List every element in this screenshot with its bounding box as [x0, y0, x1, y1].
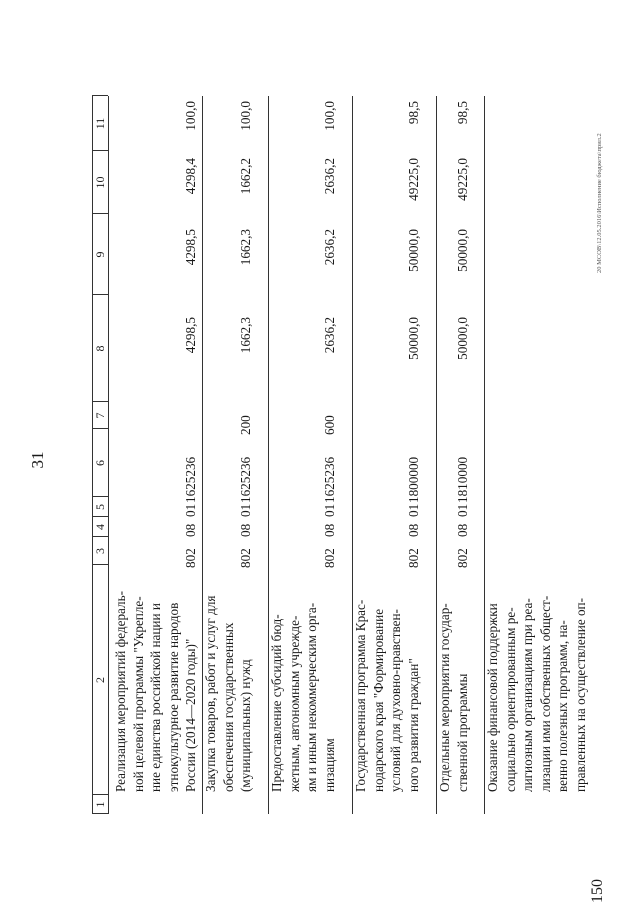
- row-name-line: Предоставление субсидий бюд-: [269, 614, 284, 792]
- table-cell-col10: 1662,2: [238, 158, 254, 195]
- table-cell-col11: 100,0: [321, 101, 337, 131]
- column-header: 4: [93, 524, 107, 530]
- table-cell-col4: 08: [238, 523, 254, 537]
- table-cell-col11: 98,5: [454, 101, 470, 125]
- table-cell-col3: 802: [454, 548, 470, 568]
- table-cell-col5: 01: [405, 503, 421, 517]
- row-name-line: условий для духовно-нравствен-: [388, 609, 404, 792]
- table-cell-col11: 100,0: [183, 101, 199, 131]
- table-cell-col11: 98,5: [405, 101, 421, 125]
- row-name-line: этнокультурное развитие народов: [165, 602, 181, 792]
- footer-file-path: 20 МСОВ\12.05.2016\Исполнение бюджета\прил.2: [596, 133, 603, 273]
- table-cell-col8: 50000,0: [454, 317, 470, 360]
- table-cell-col8: 2636,2: [321, 317, 337, 354]
- table-cell-col6: 1625236: [321, 456, 337, 503]
- row-name-line: Отдельные мероприятия государ-: [437, 603, 452, 792]
- table-cell-col4: 08: [183, 523, 199, 537]
- table-cell-col5: 01: [238, 503, 254, 517]
- table-cell-col3: 802: [183, 548, 199, 568]
- column-header: 5: [93, 504, 107, 510]
- row-name-line: социально ориентированным ре-: [502, 607, 518, 792]
- row-name: [202, 569, 255, 792]
- table-cell-col5: 01: [183, 503, 199, 517]
- column-header: 2: [93, 677, 107, 683]
- row-name: [352, 569, 422, 792]
- row-name-line: правленных на осуществление оп-: [572, 597, 588, 792]
- table-cell-col6: 1800000: [405, 456, 421, 503]
- row-name-line: обеспечения государственных: [220, 622, 236, 792]
- table-cell-col3: 802: [321, 548, 337, 568]
- column-header: 3: [93, 548, 107, 554]
- table-cell-col11: 100,0: [238, 101, 254, 131]
- table-cell-col8: 50000,0: [405, 317, 421, 360]
- table-cell-col4: 08: [454, 523, 470, 537]
- table-cell-col9: 50000,0: [454, 229, 470, 272]
- table-cell-col10: 2636,2: [321, 158, 337, 195]
- column-header: 7: [93, 412, 107, 419]
- row-name-line: Реализация мероприятий федераль-: [113, 591, 128, 792]
- table-cell-col10: 49225,0: [454, 158, 470, 201]
- column-header: 6: [93, 460, 107, 466]
- table-cell-col3: 802: [238, 548, 254, 568]
- table-cell-col6: 1625236: [238, 456, 254, 503]
- row-name: [268, 569, 338, 792]
- table-cell-col8: 1662,3: [238, 317, 254, 354]
- table-cell-col7: 200: [238, 415, 254, 435]
- table-cell-col9: 4298,5: [183, 229, 199, 266]
- row-name-line: ственной программы: [454, 673, 470, 792]
- table-cell-col9: 1662,3: [238, 229, 254, 266]
- table-cell-col5: 01: [454, 503, 470, 517]
- sheet-number: 150: [589, 879, 606, 903]
- column-header: 8: [93, 345, 107, 352]
- table-cell-col9: 2636,2: [321, 229, 337, 266]
- table-cell-col5: 01: [321, 503, 337, 517]
- row-name-line: нодарского края "Формирование: [370, 608, 386, 792]
- row-name-line: лигиозным организациям при реа-: [520, 598, 536, 792]
- column-header: 9: [93, 251, 107, 258]
- column-header: 10: [93, 176, 107, 189]
- table-cell-col4: 08: [321, 523, 337, 537]
- table-cell-col6: 1810000: [454, 456, 470, 503]
- table-cell-col6: 1625236: [183, 456, 199, 503]
- table-cell-col4: 08: [405, 523, 421, 537]
- row-name: [112, 569, 200, 792]
- row-name-line: России (2014—2020 годы)": [183, 638, 199, 792]
- row-name-line: низациям: [321, 738, 337, 792]
- row-name: [484, 569, 590, 792]
- table-cell-col8: 4298,5: [183, 317, 199, 354]
- row-name-line: ной целевой программы "Укрепле-: [130, 596, 146, 792]
- header-bottom-border: [108, 96, 109, 814]
- page-number: 31: [28, 451, 47, 469]
- row-name-line: лизации ими собственных общест-: [537, 595, 553, 792]
- row-name-line: жетным, автономным учрежде-: [286, 615, 302, 792]
- table-cell-col9: 50000,0: [405, 229, 421, 272]
- table-cell-col7: 600: [321, 415, 337, 435]
- table-cell-col3: 802: [405, 548, 421, 568]
- row-name-line: (муниципальных) нужд: [238, 659, 254, 792]
- row-name-line: венно полезных программ, на-: [555, 620, 571, 792]
- column-header: 1: [93, 801, 107, 808]
- table-cell-col10: 49225,0: [405, 158, 421, 201]
- table-cell-col10: 4298,4: [183, 158, 199, 195]
- row-name-line: ние единства российской нации и: [148, 603, 164, 792]
- row-name-line: Государственная программа Крас-: [353, 599, 368, 792]
- row-name: [436, 569, 471, 792]
- row-name-line: Закупка товаров, работ и услуг для: [203, 595, 218, 792]
- row-name-line: ям и иным некоммерческим орга-: [304, 602, 320, 792]
- row-name-line: Оказание финансовой поддержки: [485, 603, 500, 792]
- row-name-line: ного развития граждан": [405, 658, 421, 792]
- column-header: 11: [93, 117, 107, 130]
